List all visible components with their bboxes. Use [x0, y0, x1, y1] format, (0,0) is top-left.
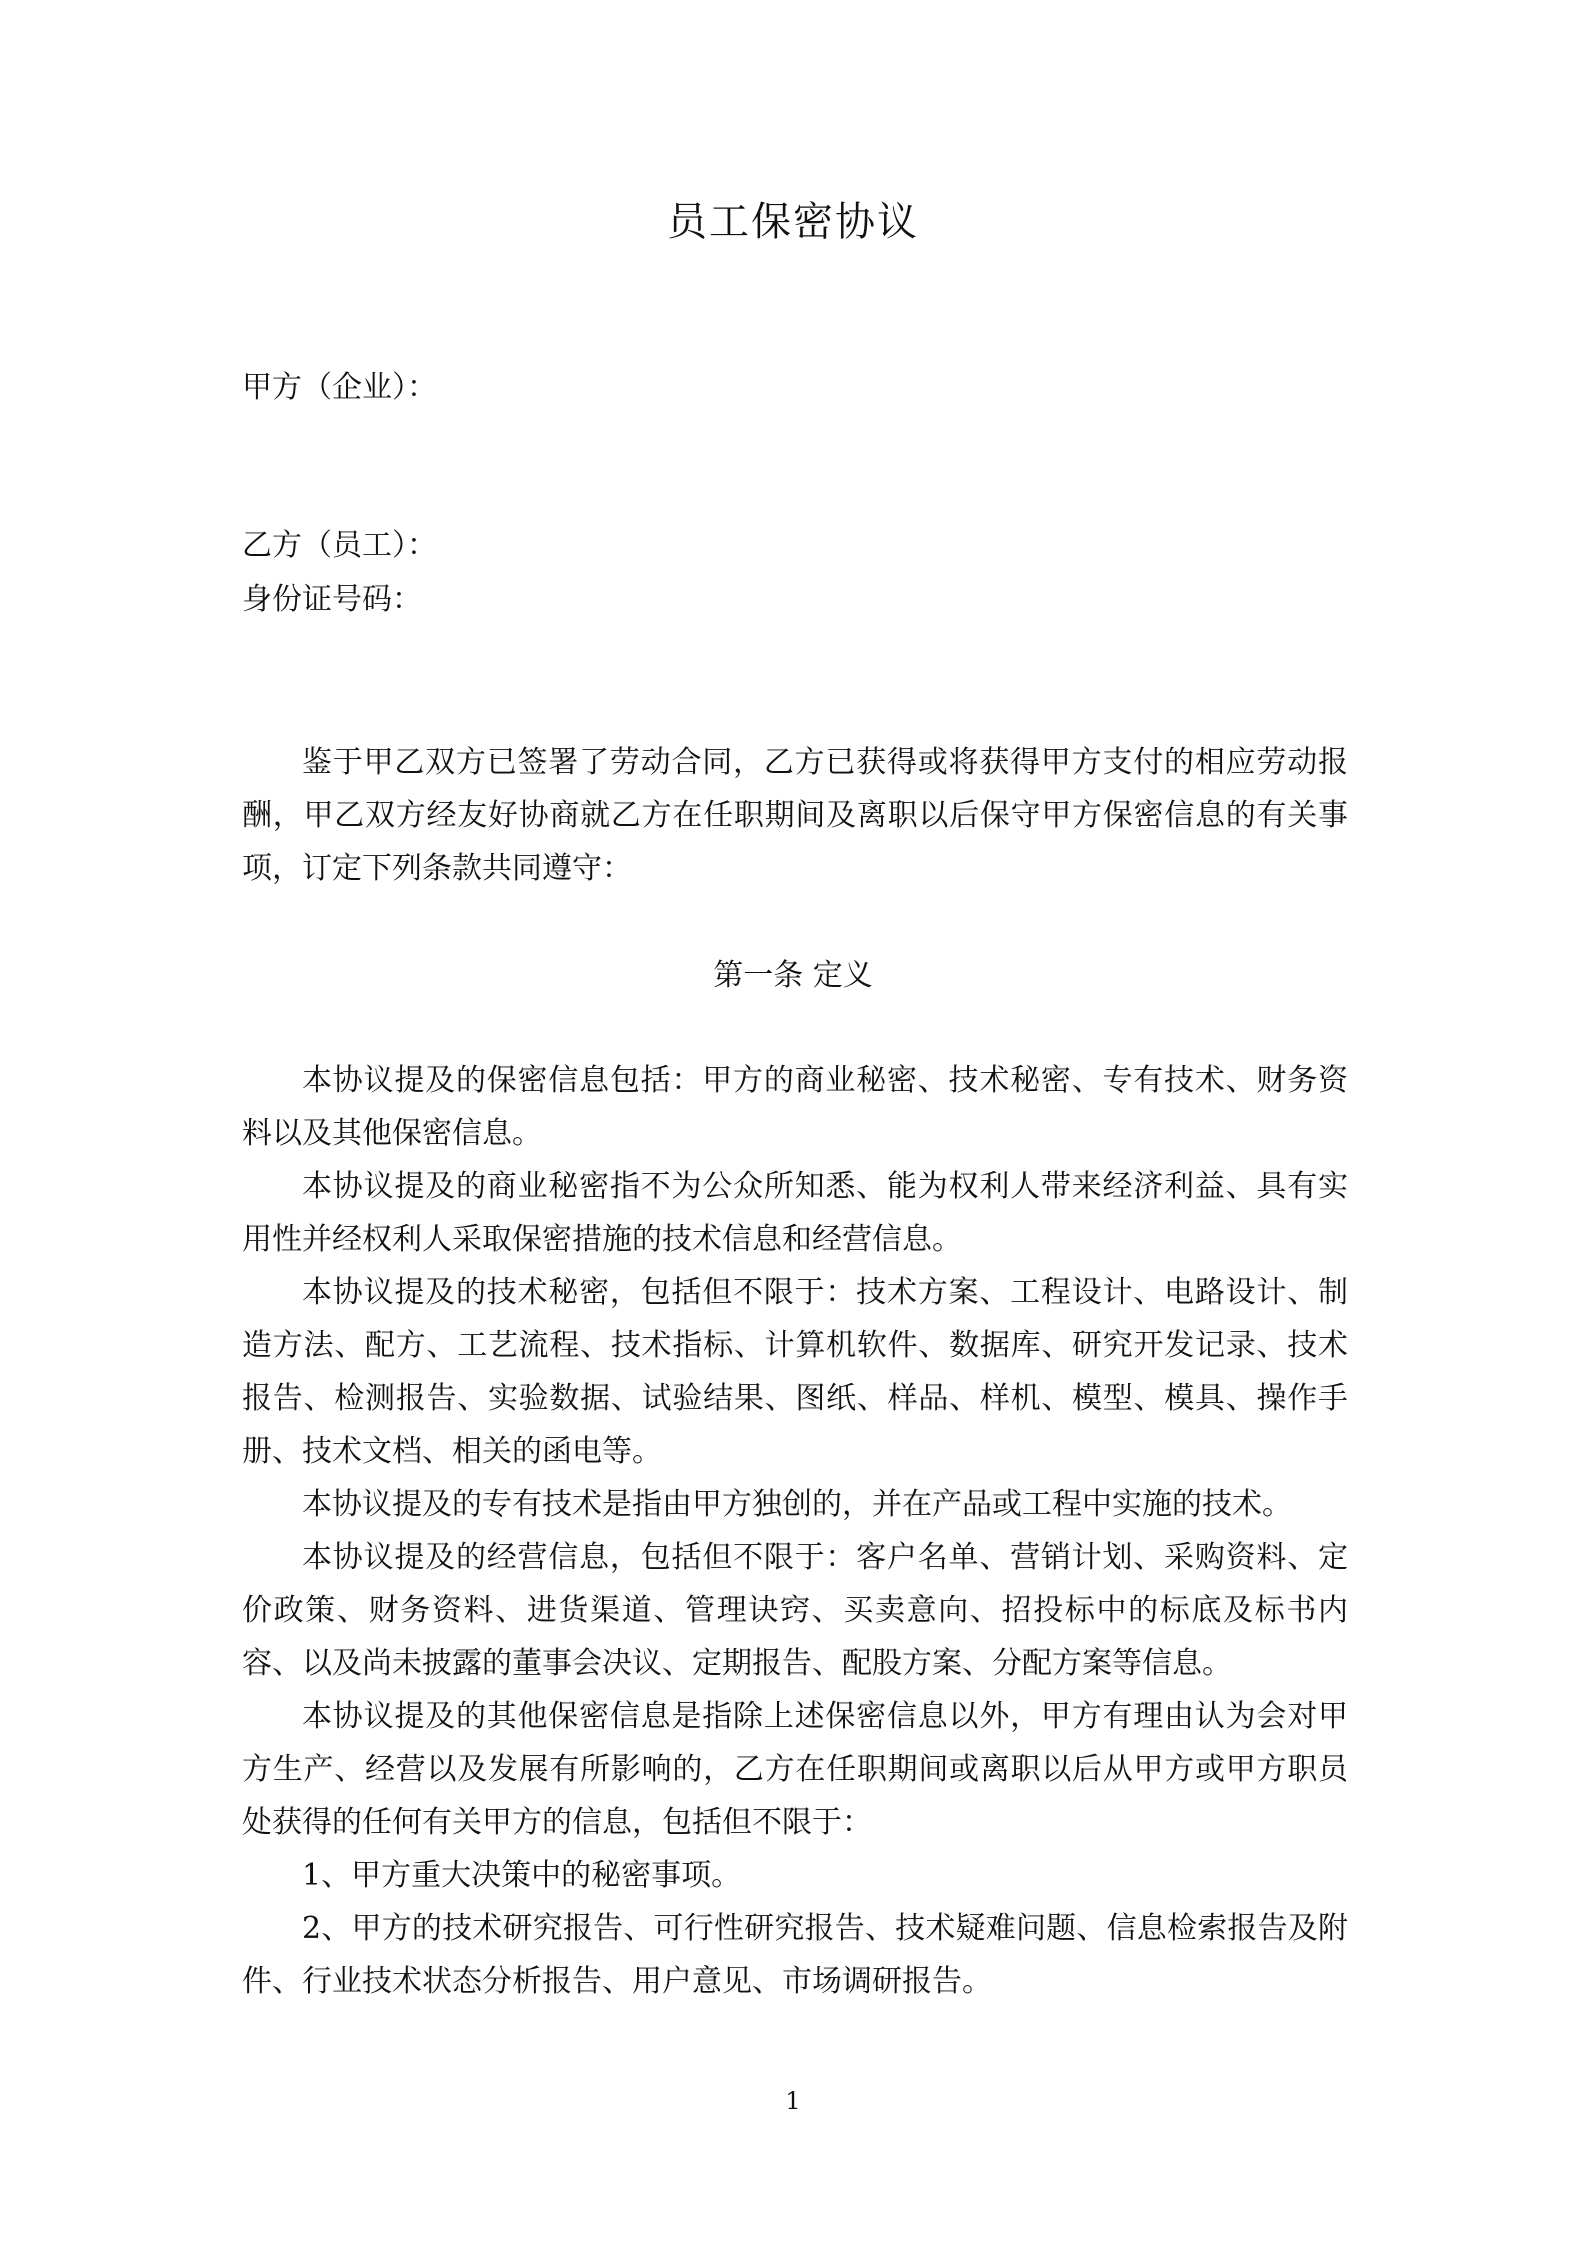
page-number: 1	[785, 2087, 801, 2115]
list-item-1: 1、甲方重大决策中的秘密事项。	[302, 1858, 742, 1893]
definition-paragraph-confidential-info: 本协议提及的保密信息包括：甲方的商业秘密、技术秘密、专有技术、财务资料以及其他保密信息。	[242, 1063, 1348, 1151]
definition-paragraph-other-info: 本协议提及的其他保密信息是指除上述保密信息以外，甲方有理由认为会对甲方生产、经营以及发展有所影响的，乙方在任职期间或离职以后从甲方或甲方职员处获得的任何有关甲方的信息，包括但不限于：	[242, 1699, 1348, 1840]
preamble-paragraph: 鉴于甲乙双方已签署了劳动合同，乙方已获得或将获得甲方支付的相应劳动报酬，甲乙双方经友好协商就乙方在任职期间及离职以后保守甲方保密信息的有关事项，订定下列条款共同遵守：	[242, 745, 1348, 886]
list-item-2: 2、甲方的技术研究报告、可行性研究报告、技术疑难问题、信息检索报告及附件、行业技术状态分析报告、用户意见、市场调研报告。	[242, 1911, 1348, 1999]
definition-paragraph-technical-secret: 本协议提及的技术秘密，包括但不限于：技术方案、工程设计、电路设计、制造方法、配方、工艺流程、技术指标、计算机软件、数据库、研究开发记录、技术报告、检测报告、实验数据、试验结果、图纸、样品、样机、模型、模具、操作手册、技术文档、相关的函电等。	[242, 1275, 1348, 1469]
definition-paragraph-know-how: 本协议提及的专有技术是指由甲方独创的，并在产品或工程中实施的技术。	[302, 1487, 1292, 1522]
document-title: 员工保密协议	[667, 199, 919, 245]
definition-paragraph-trade-secret: 本协议提及的商业秘密指不为公众所知悉、能为权利人带来经济利益、具有实用性并经权利人采取保密措施的技术信息和经营信息。	[242, 1169, 1348, 1257]
id-number-label: 身份证号码：	[242, 582, 422, 617]
article-1-heading: 第一条 定义	[713, 958, 873, 993]
party-b-label: 乙方（员工）：	[242, 528, 437, 563]
definition-paragraph-business-info: 本协议提及的经营信息，包括但不限于：客户名单、营销计划、采购资料、定价政策、财务资料、进货渠道、管理诀窍、买卖意向、招投标中的标底及标书内容、以及尚未披露的董事会决议、定期报告、配股方案、分配方案等信息。	[242, 1540, 1348, 1681]
party-a-label: 甲方（企业）：	[242, 370, 437, 405]
